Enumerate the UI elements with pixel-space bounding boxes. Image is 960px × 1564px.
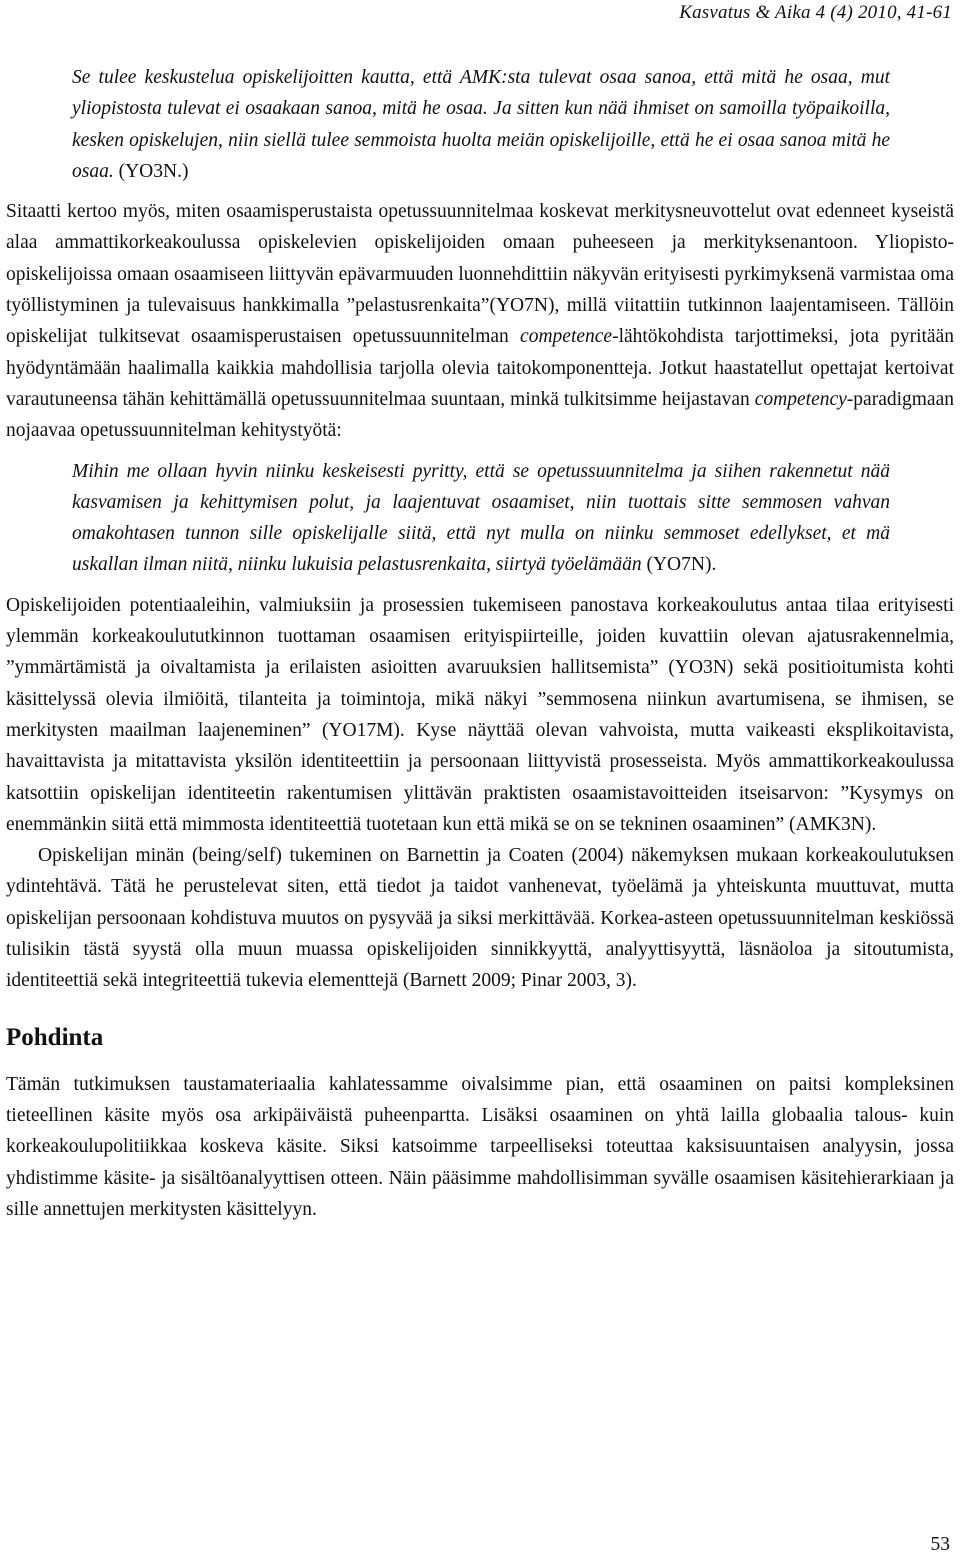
article-body [6, 62, 954, 1225]
spacer [6, 997, 954, 1023]
page-number: 53 [930, 1534, 950, 1555]
quote-reference: (YO7N). [641, 554, 717, 576]
paragraph-text: Sitaatti kertoo myös, miten osaamisperustaista opetussuunnitelmaa koskevat merkitysneuvottelut ovat edenneet kyseistä alaa ammattikorkeakoulussa opiskelevien opiskelijoiden omaan puheeseen ja merkityksenantoon. Yliopisto-opiskelijoissa omaan osaamiseen liittyvän epävarmuuden luonnehdittiin näkyvän erityisesti pyrkimyksenä varmistaa oma työllistyminen ja tulevaisuus hankkimalla ”pelastusrenkaita”(YO7N), millä viitattiin tutkinnon laajentamiseen. Tällöin opiskelijat tulkitsevat osaamisperustaisen opetussuunnitelman [6, 201, 954, 348]
quote-reference: (YO3N.) [113, 160, 189, 182]
spacer [6, 447, 954, 456]
section-heading: Pohdinta [6, 1023, 104, 1051]
running-header: Kasvatus & Aika 4 (4) 2010, 41-61 [679, 2, 952, 23]
spacer [6, 1053, 954, 1069]
paragraph: Opiskelijoiden potentiaaleihin, valmiuksiin ja prosessien tukemiseen panostava korkeakoulutus antaa tilaa erityisesti ylemmän korkeakoulututkinnon tuottaman osaamisen erityispiirteille, joiden kuvattiin olevan ajatusrakennelmia, ”ymmärtämistä ja oivaltamista ja erilaisten asioitten avaruuksien hallitsemista” (YO3N) sekä positioitumista kohti käsittelyssä olevia ilmiöitä, tilanteita ja toimintoja, mikä näkyi ”semmosena niinkun avartumisena, se ihmisen, se merkitysten maailman laajeneminen” (YO17M). Kyse näyttää olevan vahvoista, mutta vaikeasti eksplikoitavista, havaittavista ja mitattavista yksilön identiteettiin ja persoonaan liittyvistä prosesseista. Myös ammattikorkeakoulussa katsottiin opiskelijan identiteetin rakentumisen ylittävän praktisten osaamistavoitteiden itseisarvon: ”Kysymys on enemmänkin siitä että mimmosta identiteettiä tuotetaan kun että mikä se on se tekninen osaaminen” (AMK3N). [6, 594, 954, 835]
interview-quote-1 [72, 62, 890, 187]
emphasis-term: competence [520, 326, 613, 348]
paragraph: Tämän tutkimuksen taustamateriaalia kahlatessamme oivalsimme pian, että osaaminen on paitsi kompleksinen tieteellinen käsite myös osa arkipäiväistä puheenpartta. Lisäksi osaaminen on yhtä lailla globaalia talous- kuin korkeakoulupolitiikkaa koskeva käsite. Siksi katsoimme tarpeelliseksi toteuttaa kaksisuuntaisen analyysin, jossa yhdistimme käsite- ja sisältöanalyyttisen otteen. Näin pääsimme mahdollisimman syvälle osaamisen käsitehierarkiaan ja sille annettujen merkitysten käsittelyyn. [6, 1073, 954, 1220]
paragraph-text: -lähtökohdista tarjottimeksi, jota pyritään hyödyntämään haalimalla kaikkia mahdollisia tarjolla olevia taitokomponentteja. Jotkut haastatellut opettajat kertoivat varautuneensa tähän kehittämällä opetussuunnitelmaa suuntaan, minkä tulkitsimme heijastavan [6, 326, 954, 410]
paragraph-text: -paradigmaan nojaavaa opetussuunnitelman kehitystyötä: [6, 388, 954, 442]
emphasis-term: competency [754, 388, 847, 410]
paragraph [6, 196, 954, 446]
quote-text: Mihin me ollaan hyvin niinku keskeisesti pyritty, että se opetussuunnitelma ja siihen rakennetut nää kasvamisen ja kehittymisen polut, ja laajentuvat osaamiset, niin tuottais sitte semmosen vahvan omakohtasen tunnon sille opiskelijalle siitä, että nyt mulla on niinku semmoset edellykset, et mä uskallan ilman niitä, niinku lukuisia pelastusrenkaita, siirtyä työelämään [72, 460, 890, 576]
quote-text: Se tulee keskustelua opiskelijoitten kautta, että AMK:sta tulevat osaa sanoa, että mitä he osaa, mut yliopistosta tulevat ei osaakaan sanoa, mitä he osaa. Ja sitten kun nää ihmiset on samoilla työpaikoilla, kesken opiskelujen, niin siellä tulee semmoista huolta meiän opiskelijoille, että he ei osaa sanoa mitä he osaa. [72, 67, 890, 182]
interview-quote-2 [72, 456, 890, 581]
spacer [6, 187, 954, 196]
spacer [6, 581, 954, 590]
paragraph: Opiskelijan minän (being/self) tukeminen on Barnettin ja Coaten (2004) näkemyksen mukaan korkeakoulutuksen ydintehtävä. Tätä he perustelevat siten, että tiedot ja taidot vanhenevat, työelämä ja yhteiskunta muuttuvat, mutta opiskelijan persoonaan kohdistuva muutos on pysyvää ja siksi merkittävää. Korkea-asteen opetussuunnitelman keskiössä tulisikin tästä syystä olla muun muassa opiskelijoiden sinnikkyyttä, analyyttisyyttä, läsnäoloa ja sitoutumista, identiteettiä sekä integriteettiä tukevia elementtejä (Barnett 2009; Pinar 2003, 3). [6, 845, 954, 992]
